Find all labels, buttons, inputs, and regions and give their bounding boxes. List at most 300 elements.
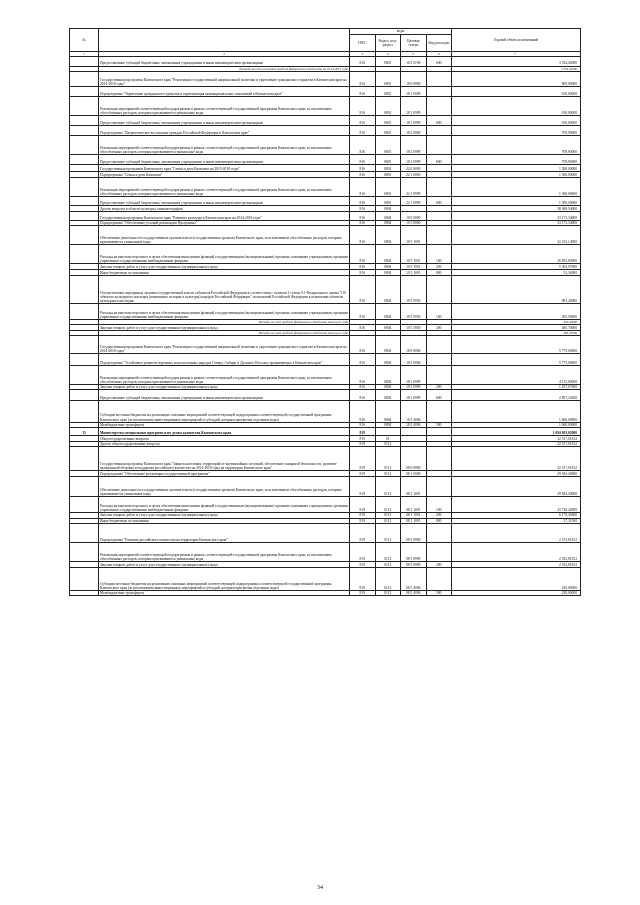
row-amount: 709,90000: [452, 155, 581, 165]
row-vid: 600: [426, 57, 452, 67]
row-razdel: 0113: [375, 441, 401, 447]
col-number: 4: [375, 52, 401, 57]
table-row: [70, 226, 581, 245]
row-number: [70, 86, 99, 96]
row-celevaya: 18 1 0999: [401, 116, 427, 126]
row-grbs: 816: [350, 390, 376, 400]
row-number: [70, 336, 99, 354]
row-number: [70, 226, 99, 245]
header-num: №: [70, 29, 99, 52]
row-amount: 1 300,00000: [452, 172, 581, 178]
row-name: Государственная программа Камчатского края "Развитие культуры в Камчатском крае на 2014-2018 годы": [99, 212, 350, 221]
row-vid: [426, 354, 452, 365]
row-grbs: 819: [350, 428, 376, 436]
document-page: [69, 28, 581, 596]
row-grbs: 816: [350, 164, 376, 172]
row-name: Реализация мероприятий соответствующей подпрограммы в рамках соответствующей государственной программы Камчатского края, за исключением обособленных расходов, которым присваиваются уникальные коды: [99, 543, 350, 562]
row-grbs: 816: [350, 220, 376, 226]
col-number: 6: [426, 52, 452, 57]
row-celevaya: 22 0 0000: [401, 164, 427, 172]
row-number: [70, 524, 99, 543]
row-vid: [426, 86, 452, 96]
row-amount: 981,20000: [452, 275, 581, 304]
row-amount: 2 573,81812: [452, 524, 581, 543]
row-name: Закупка товаров, работ и услуг для государственных (муниципальных) нужд: [99, 325, 350, 331]
row-number: [70, 136, 99, 155]
row-name: Осуществление переданных органам государственной власти субъектов Российской Федерации в соответствии с пунктом 1 статьи 9.1 Федерального закона "Об объектах культурного наследия (памятниках истории и культуры) народов Российской Федерации" полномочий Российской Федерации в отношении объектов культурного наследия: [99, 275, 350, 304]
row-grbs: 819: [350, 496, 376, 512]
row-grbs: 819: [350, 512, 376, 518]
row-grbs: 816: [350, 245, 376, 264]
row-vid: [426, 476, 452, 496]
row-number: 15: [70, 428, 99, 436]
table-row: [70, 524, 581, 543]
row-celevaya: 08 1 1001: [401, 496, 427, 512]
row-celevaya: 08 5 4006: [401, 567, 427, 590]
row-name: Государственная программа Камчатского края "Защита населения, территорий от чрезвычайных ситуаций, обеспечение пожарной безопасности, развитие гражданской обороны и поддержка российского казачества на 2014-2018 годы на территории Камчатского края": [99, 447, 350, 471]
row-grbs: 819: [350, 543, 376, 562]
row-number: [70, 400, 99, 422]
row-name: Расходы за счет средств федерального бюджета текущего года: [99, 331, 350, 336]
row-razdel: 0801: [375, 57, 401, 67]
row-razdel: 0801: [375, 164, 401, 172]
row-amount: 5 775,00000: [452, 354, 581, 365]
table-row: [70, 86, 581, 96]
row-number: [70, 447, 99, 471]
row-razdel: 0804: [375, 384, 401, 390]
row-amount: 29 943,20000: [452, 476, 581, 496]
row-grbs: 816: [350, 86, 376, 96]
row-celevaya: 18 2 0000: [401, 125, 427, 135]
row-celevaya: 10 5 0000: [401, 220, 427, 226]
header-celevaya: Целевая статья: [401, 35, 427, 52]
header-total: Годовой объем ассигнований: [452, 29, 581, 52]
row-name: Межбюджетные трансферты: [99, 590, 350, 596]
table-row: [70, 71, 581, 86]
row-grbs: 816: [350, 304, 376, 320]
row-amount: 3 334,45000: [452, 66, 581, 71]
table-row: [70, 476, 581, 496]
row-name: Межбюджетные трансферты: [99, 422, 350, 428]
row-name: Предоставление субсидий бюджетным, автономным учреждениям и иным некоммерческим организациям: [99, 390, 350, 400]
table-row: [70, 275, 581, 304]
row-amount: 37,31500: [452, 518, 581, 524]
row-celevaya: 18 3 0999: [401, 384, 427, 390]
row-amount: 32 517,01812: [452, 435, 581, 441]
row-number: [70, 354, 99, 365]
row-amount: 1 660,00000: [452, 400, 581, 422]
row-vid: 100: [426, 304, 452, 320]
row-razdel: 0804: [375, 365, 401, 384]
row-name: Реализация мероприятий соответствующей подпрограммы в рамках соответствующей государственной программы Камчатского края, за исключением обособленных расходов, которым присваиваются уникальные коды: [99, 365, 350, 384]
row-name: Предоставление субсидий бюджетным, автономным учреждениям и иным некоммерческим организациям: [99, 116, 350, 126]
table-row: [70, 354, 581, 365]
row-razdel: 0113: [375, 518, 401, 524]
row-vid: [426, 164, 452, 172]
row-amount: 1 257,67600: [452, 384, 581, 390]
row-name: Иные бюджетные ассигнования: [99, 270, 350, 276]
row-vid: 200: [426, 562, 452, 568]
row-celevaya: 08 5 4006: [401, 590, 427, 596]
row-name: Обеспечение деятельности государственных органов власти (государственных органов) Камчатского края, за исключением обособленных расходов, которым присваиваются уникальные коды: [99, 226, 350, 245]
row-razdel: 0801: [375, 125, 401, 135]
row-celevaya: 10 5 5950: [401, 325, 427, 331]
header-vid: Вид расходов: [426, 35, 452, 52]
row-number: [70, 390, 99, 400]
table-row: [70, 428, 581, 436]
row-celevaya: 10 5 5950: [401, 275, 427, 304]
row-amount: 23 726,42900: [452, 496, 581, 512]
row-number: [70, 245, 99, 264]
row-vid: [426, 71, 452, 86]
row-grbs: 816: [350, 206, 376, 212]
table-row: [70, 590, 581, 596]
row-grbs: 816: [350, 155, 376, 165]
col-number: 3: [350, 52, 376, 57]
row-grbs: 819: [350, 567, 376, 590]
row-razdel: 0804: [375, 400, 401, 422]
row-grbs: 819: [350, 435, 376, 441]
row-vid: [426, 125, 452, 135]
row-celevaya: 22 1 0999: [401, 196, 427, 206]
table-row: [70, 57, 581, 67]
row-grbs: 816: [350, 400, 376, 422]
row-name: Расходы на выплаты персоналу в целях обеспечения выполнения функций государственными (муниципальными) органами, казенными учреждениями, органами управления государственными внебюджетными фондами: [99, 496, 350, 512]
row-name: Иные бюджетные ассигнования: [99, 518, 350, 524]
row-grbs: 816: [350, 196, 376, 206]
row-celevaya: 18 3 0999: [401, 390, 427, 400]
row-grbs: 816: [350, 172, 376, 178]
row-razdel: 0804: [375, 245, 401, 264]
row-amount: 100,00000: [452, 116, 581, 126]
row-number: [70, 196, 99, 206]
row-celevaya: 18 0 0000: [401, 71, 427, 86]
row-vid: 200: [426, 384, 452, 390]
row-celevaya: 18 2 0999: [401, 136, 427, 155]
row-amount: 2 353,81812: [452, 543, 581, 562]
row-razdel: 0804: [375, 336, 401, 354]
row-name: Закупка товаров, работ и услуг для государственных (муниципальных) нужд: [99, 562, 350, 568]
row-razdel: 0113: [375, 562, 401, 568]
col-number: 2: [99, 52, 350, 57]
row-name: Расходы на выплаты персоналу в целях обеспечения выполнения функций государственными (муниципальными) органами, казенными учреждениями, органами управления государственными внебюджетными фондами: [99, 245, 350, 264]
row-vid: [426, 97, 452, 116]
row-celevaya: 18 3 4006: [401, 400, 427, 422]
row-grbs: 816: [350, 116, 376, 126]
row-number: [70, 567, 99, 590]
row-razdel: 0113: [375, 447, 401, 471]
row-grbs: 816: [350, 325, 376, 331]
row-razdel: 0801: [375, 172, 401, 178]
row-razdel: 0113: [375, 496, 401, 512]
row-name: Расходы на выплаты персоналу в целях обеспечения выполнения функций государственными (муниципальными) органами, казенными учреждениями, органами управления государственными внебюджетными фондами: [99, 304, 350, 320]
row-celevaya: 18 3 0999: [401, 365, 427, 384]
row-vid: 600: [426, 116, 452, 126]
row-razdel: 0801: [375, 97, 401, 116]
row-name: Государственная программа Камчатского края "Реализация государственной национальной политики и укрепление гражданского единства в Камчатском крае на 2014-2018 годы": [99, 71, 350, 86]
table-row: [70, 447, 581, 471]
row-amount: 1 660,00000: [452, 422, 581, 428]
row-razdel: 0804: [375, 390, 401, 400]
row-razdel: 0804: [375, 264, 401, 270]
row-razdel: 0113: [375, 543, 401, 562]
row-razdel: 0804: [375, 220, 401, 226]
row-amount: 2 857,32400: [452, 390, 581, 400]
row-name: Реализация мероприятий соответствующей подпрограммы в рамках соответствующей государственной программы Камчатского края, за исключением обособленных расходов, которым присваиваются уникальные коды: [99, 136, 350, 155]
col-number: 5: [401, 52, 427, 57]
table-row: [70, 390, 581, 400]
row-razdel: 0804: [375, 275, 401, 304]
row-vid: 200: [426, 264, 452, 270]
row-amount: 495,50000: [452, 320, 581, 325]
table-row: [70, 543, 581, 562]
header-codes: коды: [350, 29, 452, 35]
row-grbs: 816: [350, 336, 376, 354]
row-grbs: 816: [350, 212, 376, 221]
row-name: Обеспечение деятельности государственных органов власти (государственных органов) Камчатского края, за исключением обособленных расходов, которым присваиваются уникальные коды: [99, 476, 350, 496]
row-vid: [426, 428, 452, 436]
row-amount: 1 094 693,02000: [452, 428, 581, 436]
row-grbs: 819: [350, 524, 376, 543]
row-celevaya: [401, 428, 427, 436]
row-grbs: 819: [350, 447, 376, 471]
row-celevaya: 08 5 0000: [401, 524, 427, 543]
row-grbs: 816: [350, 384, 376, 390]
table-row: [70, 567, 581, 590]
row-celevaya: 08 0 0000: [401, 447, 427, 471]
row-razdel: 0804: [375, 325, 401, 331]
row-razdel: 0113: [375, 524, 401, 543]
row-amount: 100,00000: [452, 86, 581, 96]
row-name: Общегосударственные вопросы: [99, 435, 350, 441]
row-grbs: 819: [350, 562, 376, 568]
row-razdel: 0804: [375, 226, 401, 245]
row-celevaya: 08 1 1001: [401, 518, 427, 524]
row-razdel: 0113: [375, 567, 401, 590]
row-grbs: 816: [350, 354, 376, 365]
row-number: [70, 155, 99, 165]
row-vid: 600: [426, 390, 452, 400]
row-grbs: 819: [350, 441, 376, 447]
header-name: [99, 29, 350, 52]
row-name: Субсидии местным бюджетам на реализацию основных мероприятий соответствующей подпрограммы соответствующей государственной программы Камчатского края (за исключением инвестиционных мероприятий и субсидий, которым присвоены отдельные коды): [99, 567, 350, 590]
row-vid: 500: [426, 422, 452, 428]
row-name: Предоставление субсидий бюджетным, автономным учреждениям и иным некоммерческим организациям: [99, 57, 350, 67]
row-amount: 5 303,97000: [452, 264, 581, 270]
row-celevaya: 22 1 0999: [401, 177, 427, 196]
row-amount: 809,90000: [452, 71, 581, 86]
row-celevaya: 10 5 5950: [401, 304, 427, 320]
row-razdel: 0801: [375, 116, 401, 126]
row-razdel: 0804: [375, 270, 401, 276]
row-name: Подпрограмма "Обеспечение реализации государственной программы": [99, 471, 350, 477]
row-celevaya: 18 3 4006: [401, 422, 427, 428]
page-number: 34: [317, 885, 323, 891]
row-name: Реализация мероприятий соответствующей подпрограммы в рамках соответствующей государственной программы Камчатского края, за исключением обособленных расходов, которым присваиваются уникальные коды: [99, 97, 350, 116]
row-celevaya: 10 5 1001: [401, 245, 427, 264]
row-vid: 800: [426, 270, 452, 276]
row-razdel: 0804: [375, 304, 401, 320]
row-vid: [426, 212, 452, 221]
table-row: [70, 97, 581, 116]
row-razdel: 0801: [375, 86, 401, 96]
row-number: [70, 304, 99, 320]
row-amount: 220,00000: [452, 590, 581, 596]
row-grbs: 819: [350, 590, 376, 596]
header-razdel: Раздел, под-раздел: [375, 35, 401, 52]
row-celevaya: 10 5 5190: [401, 57, 427, 67]
row-grbs: 819: [350, 471, 376, 477]
table-row: [70, 245, 581, 264]
row-vid: [426, 336, 452, 354]
row-name: Министерство специальных программ и по делам казачества Камчатского края: [99, 428, 350, 436]
row-name: Другие общегосударственные вопросы: [99, 441, 350, 447]
table-body: [70, 57, 581, 596]
row-vid: [426, 543, 452, 562]
row-name: Подпрограмма "Укрепление гражданского единства и гармонизация межнациональных отношений в Камчатском крае": [99, 86, 350, 96]
row-name: Подпрограмма "Устойчивое развитие коренных малочисленных народов Севера, Сибири и Дальнего Востока, проживающих в Камчатском крае": [99, 354, 350, 365]
row-amount: 4 115,00000: [452, 365, 581, 384]
row-amount: 100,00000: [452, 97, 581, 116]
row-amount: 1 300,00000: [452, 177, 581, 196]
row-celevaya: 08 5 0999: [401, 543, 427, 562]
row-amount: 485,70000: [452, 325, 581, 331]
row-amount: 32 517,01812: [452, 447, 581, 471]
table-row: [70, 365, 581, 384]
row-amount: 495,50000: [452, 304, 581, 320]
row-number: [70, 365, 99, 384]
row-razdel: 0113: [375, 471, 401, 477]
row-grbs: 816: [350, 275, 376, 304]
col-number: 1: [70, 52, 99, 57]
row-razdel: 0804: [375, 206, 401, 212]
row-celevaya: 08 5 0999: [401, 562, 427, 568]
row-vid: 600: [426, 155, 452, 165]
row-name: Государственная программа Камчатского края "Семья и дети Камчатки на 2015-2018 годы": [99, 164, 350, 172]
row-razdel: 0801: [375, 196, 401, 206]
row-amount: 32 517,01812: [452, 441, 581, 447]
row-razdel: 0801: [375, 136, 401, 155]
row-name: Другие вопросы в области культуры, кинематографии: [99, 206, 350, 212]
table-row: [70, 164, 581, 172]
table-row: [70, 116, 581, 126]
row-razdel: 0804: [375, 212, 401, 221]
table-row: [70, 177, 581, 196]
row-amount: 33 173,34000: [452, 220, 581, 226]
row-name: Предоставление субсидий бюджетным, автономным учреждениям и иным некоммерческим организациям: [99, 196, 350, 206]
row-celevaya: 18 2 0999: [401, 155, 427, 165]
row-number: [70, 164, 99, 172]
row-amount: 709,90000: [452, 125, 581, 135]
row-grbs: 819: [350, 476, 376, 496]
row-vid: 500: [426, 590, 452, 596]
row-celevaya: 22 1 0000: [401, 172, 427, 178]
row-celevaya: 18 3 0000: [401, 354, 427, 365]
table-row: [70, 125, 581, 135]
row-vid: [426, 524, 452, 543]
table-row: [70, 212, 581, 221]
row-celevaya: 18 0 0000: [401, 336, 427, 354]
table-row: [70, 136, 581, 155]
row-name: Подпрограмма "Обеспечение условий реализации Программы": [99, 220, 350, 226]
row-amount: 2 353,81812: [452, 562, 581, 568]
row-name: Субсидии местным бюджетам на реализацию основных мероприятий соответствующей подпрограммы соответствующей государственной программы Камчатского края (за исключением инвестиционных мероприятий и субсидий, которым присвоены отдельные коды): [99, 400, 350, 422]
row-vid: [426, 447, 452, 471]
table-row: [70, 336, 581, 354]
row-grbs: 816: [350, 226, 376, 245]
row-vid: [426, 136, 452, 155]
row-amount: 1 300,00000: [452, 196, 581, 206]
header-grbs: ГРБС: [350, 35, 376, 52]
row-vid: [426, 400, 452, 422]
row-name: Предоставление субсидий бюджетным, автономным учреждениям и иным некоммерческим организациям: [99, 155, 350, 165]
row-vid: [426, 567, 452, 590]
row-number: [70, 543, 99, 562]
row-number: [70, 71, 99, 86]
row-grbs: 816: [350, 57, 376, 67]
row-amount: 38 948,54000: [452, 206, 581, 212]
row-vid: [426, 226, 452, 245]
row-amount: 1 300,00000: [452, 164, 581, 172]
row-number: [70, 177, 99, 196]
row-amount: 220,00000: [452, 567, 581, 590]
row-razdel: 0801: [375, 71, 401, 86]
row-number: [70, 590, 99, 596]
row-grbs: 816: [350, 136, 376, 155]
row-vid: [426, 365, 452, 384]
row-vid: 100: [426, 496, 452, 512]
row-razdel: [375, 428, 401, 436]
row-amount: 3 334,45000: [452, 57, 581, 67]
row-razdel: 0113: [375, 512, 401, 518]
row-amount: 6 179,45600: [452, 512, 581, 518]
row-amount: 5 775,00000: [452, 336, 581, 354]
budget-table: [69, 28, 581, 596]
row-razdel: 0113: [375, 590, 401, 596]
row-amount: 709,90000: [452, 136, 581, 155]
row-name: Закупка товаров, работ и услуг для государственных (муниципальных) нужд: [99, 264, 350, 270]
row-amount: 52,34000: [452, 270, 581, 276]
row-number: [70, 212, 99, 221]
row-number: [70, 116, 99, 126]
row-name: Государственная программа Камчатского края "Реализация государственной национальной политики и укрепление гражданского единства в Камчатском крае на 2014-2018 годы": [99, 336, 350, 354]
row-grbs: 816: [350, 71, 376, 86]
row-grbs: 816: [350, 97, 376, 116]
row-name: Закупка товаров, работ и услуг для государственных (муниципальных) нужд: [99, 512, 350, 518]
row-number: [70, 476, 99, 496]
row-number: [70, 97, 99, 116]
row-vid: [426, 177, 452, 196]
row-name: Расходы за счет средств федерального бюджета текущего года: [99, 320, 350, 325]
col-number: 7: [452, 52, 581, 57]
table-row: [70, 196, 581, 206]
row-name: Подпрограмма "Развитие российского казачества на территории Камчатского края": [99, 524, 350, 543]
row-number: [70, 125, 99, 135]
row-razdel: 01: [375, 435, 401, 441]
row-name: Подпрограмма "Семья и дети Камчатки": [99, 172, 350, 178]
row-celevaya: 10 5 1001: [401, 270, 427, 276]
row-celevaya: 08 1 1001: [401, 512, 427, 518]
row-celevaya: 18 1 0999: [401, 97, 427, 116]
table-row: [70, 155, 581, 165]
row-vid: 200: [426, 512, 452, 518]
row-vid: 800: [426, 518, 452, 524]
row-name: Расходы за счет остатков средств федерального бюджета на 01.01.2015 года: [99, 66, 350, 71]
row-celevaya: 18 1 0000: [401, 86, 427, 96]
row-amount: 485,70000: [452, 331, 581, 336]
row-grbs: 816: [350, 365, 376, 384]
table-row: [70, 400, 581, 422]
